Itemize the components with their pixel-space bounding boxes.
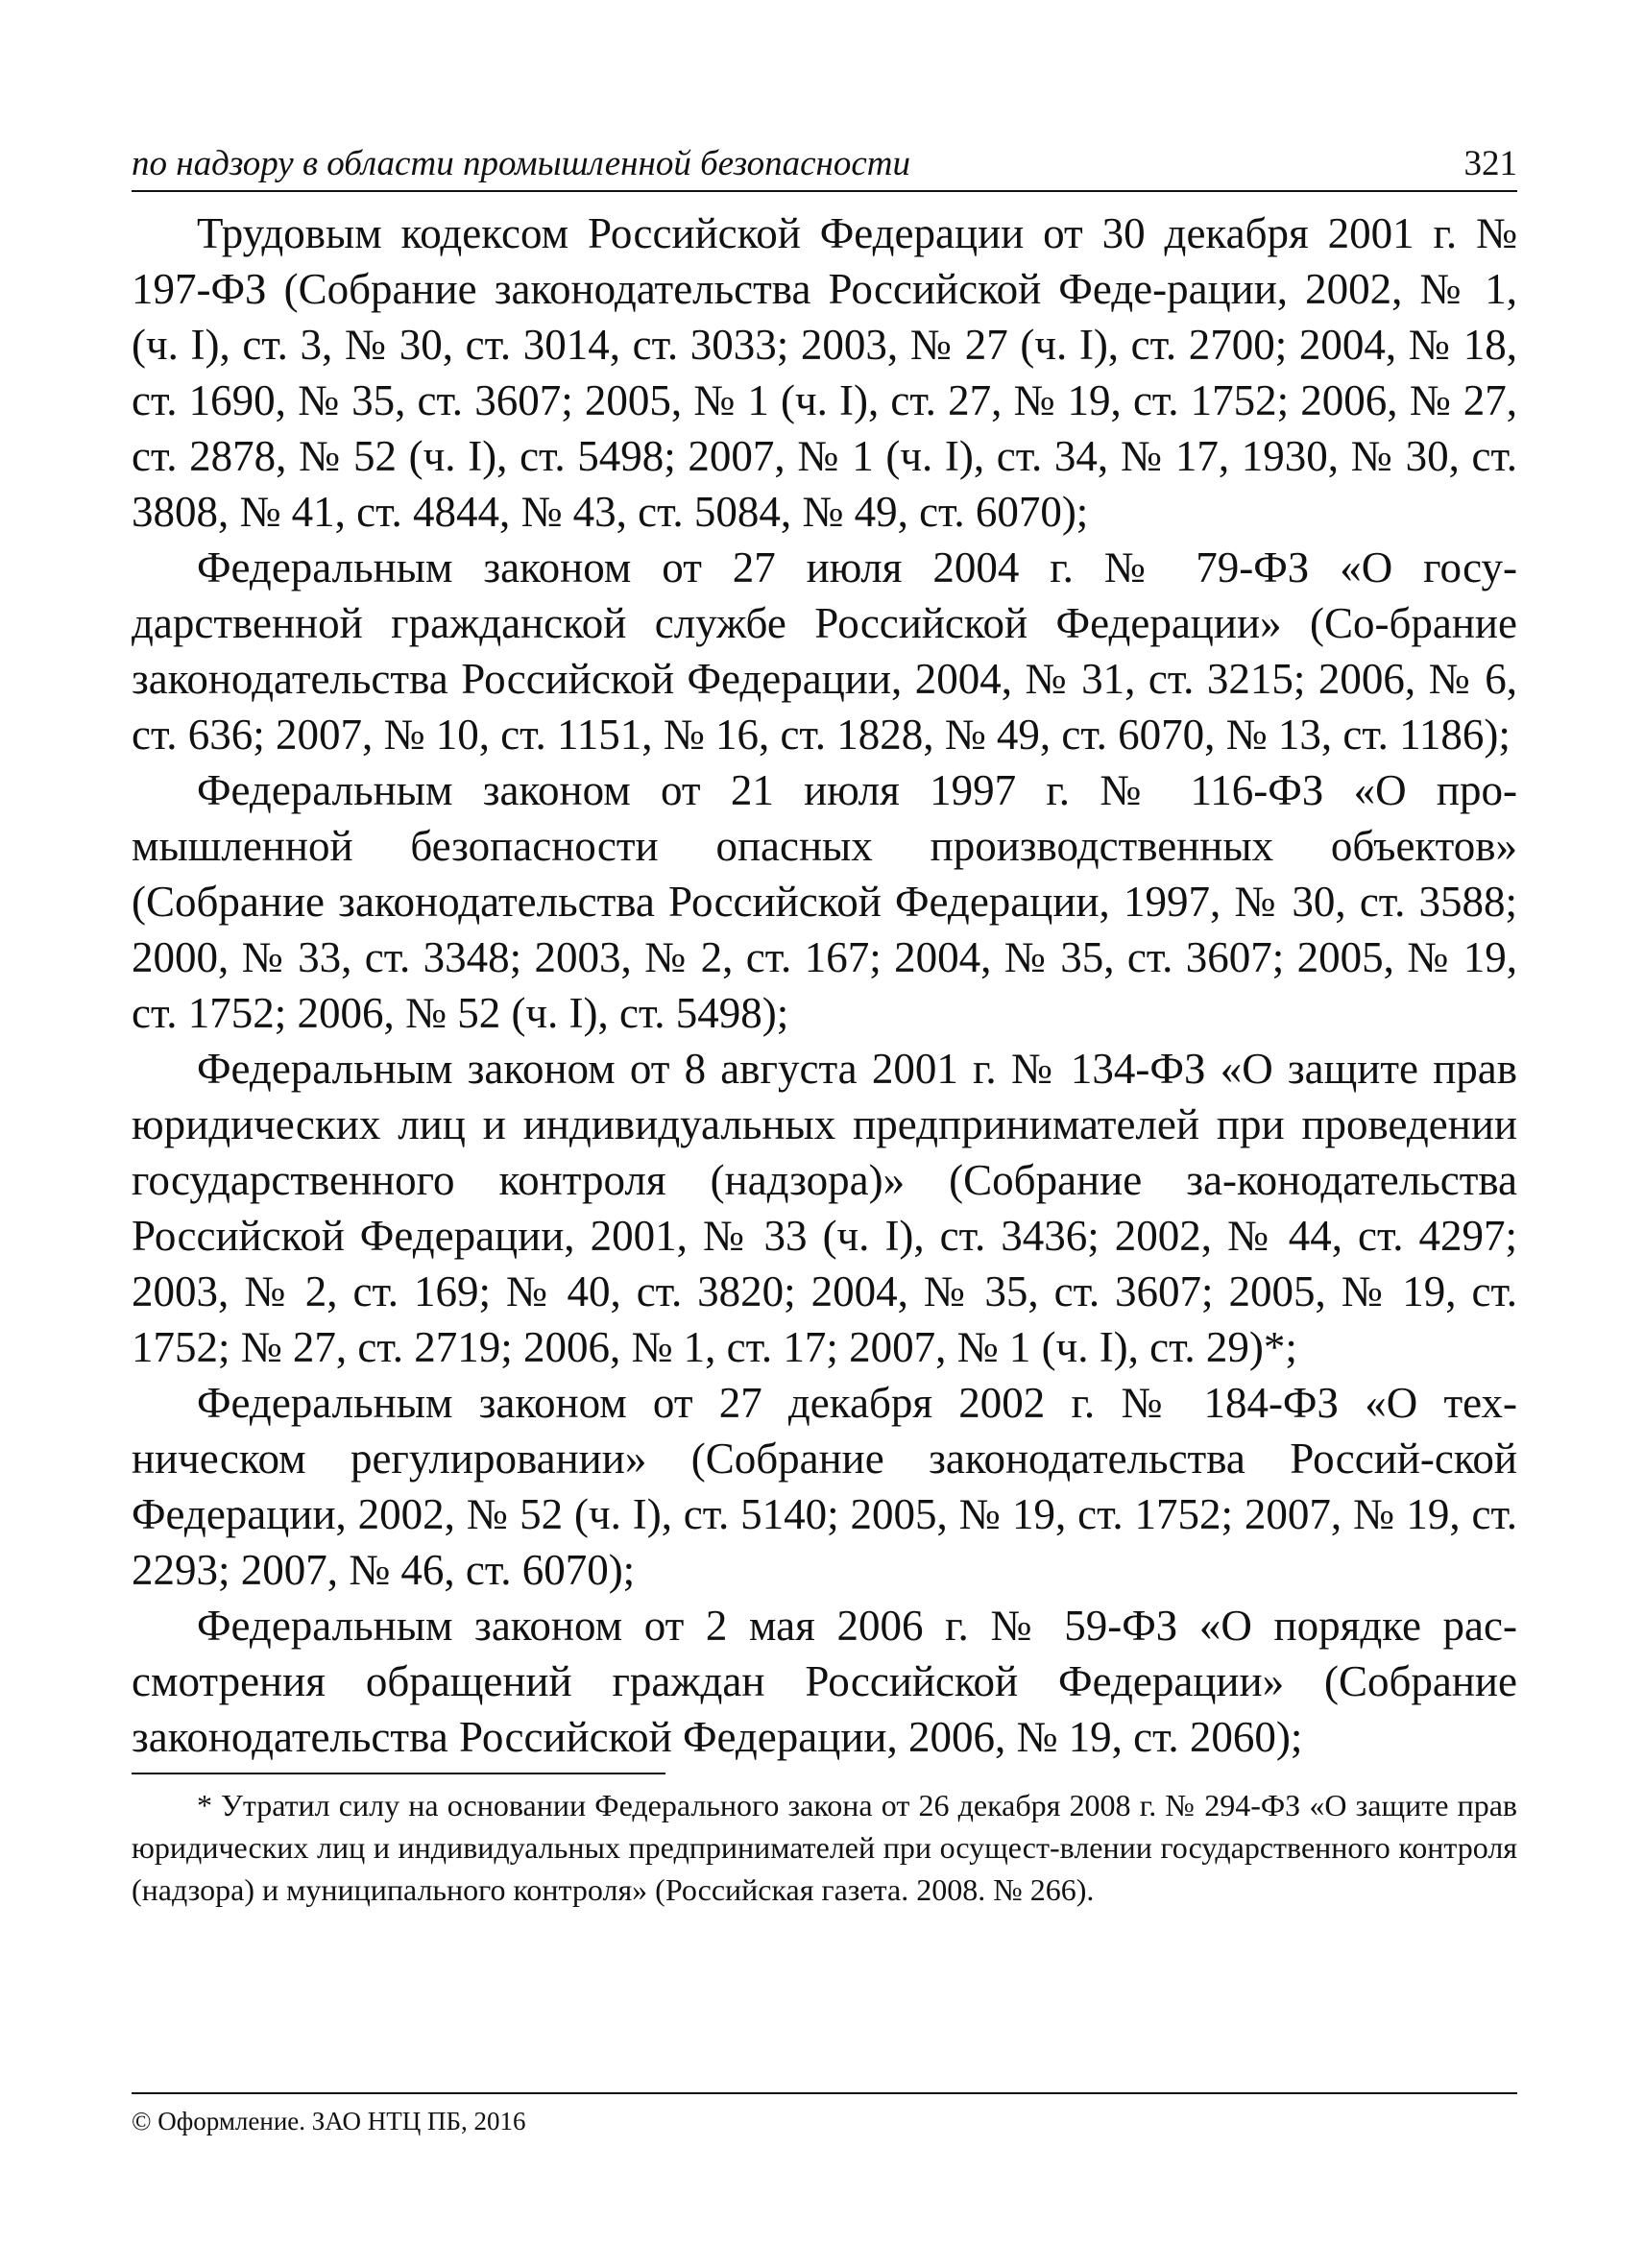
footnote-divider xyxy=(132,1773,665,1774)
running-header xyxy=(132,136,1517,192)
paragraph-technical-regulation-law: Федеральным законом от 27 декабря 2002 г. № 184-ФЗ «О тех-ническом регулировании» (Собрание законодательства Россий-ской Федерации, 2002, № 52 (ч. I), ст. 5140; 2005, № 19, ст. 1752; 2007, № 19, ст. 2293; 2007, № 46, ст. 6070); xyxy=(132,1379,1517,1594)
paragraph-legal-entities-protection-law: Федеральным законом от 8 августа 2001 г. № 134-ФЗ «О защите прав юридических лиц и индивидуальных предпринимателей при проведении государственного контроля (надзора)» (Собрание за-конодательства Российской Федерации, 2001, № 33 (ч. I), ст. 3436; 2002, № 44, ст. 4297; 2003, № 2, ст. 169; № 40, ст. 3820; 2004, № 35, ст. 3607; 2005, № 19, ст. 1752; № 27, ст. 2719; 2006, № 1, ст. 17; 2007, № 1 (ч. I), ст. 29)*; xyxy=(132,1045,1517,1371)
copyright-line: © Оформление. ЗАО НТЦ ПБ, 2016 xyxy=(132,2092,1517,2140)
body-text xyxy=(132,205,1517,1765)
page-number: 321 xyxy=(1463,144,1517,183)
footnote: * Утратил силу на основании Федерального закона от 26 декабря 2008 г. № 294-ФЗ «О защите прав юридических лиц и индивидуальных предпринимателей при осущест-влении государственного контроля (надзора) и муниципального контроля» (Российская газета. 2008. № 266). xyxy=(132,1788,1517,1907)
paragraph-citizen-appeals-law: Федеральным законом от 2 мая 2006 г. № 59-ФЗ «О порядке рас-смотрения обращений граждан Российской Федерации» (Собрание законодательства Российской Федерации, 2006, № 19, ст. 2060); xyxy=(132,1602,1517,1761)
paragraph-industrial-safety-law: Федеральным законом от 21 июля 1997 г. № 116-ФЗ «О про-мышленной безопасности опасных производственных объектов» (Собрание законодательства Российской Федерации, 1997, № 30, ст. 3588; 2000, № 33, ст. 3348; 2003, № 2, ст. 167; 2004, № 35, ст. 3607; 2005, № 19, ст. 1752; 2006, № 52 (ч. I), ст. 5498); xyxy=(132,766,1517,1037)
header-title: по надзору в области промышленной безопасности xyxy=(132,144,910,183)
document-page xyxy=(132,136,1517,2172)
paragraph-civil-service-law: Федеральным законом от 27 июля 2004 г. № 79-ФЗ «О госу-дарственной гражданской службе Российской Федерации» (Со-брание законодательства Российской Федерации, 2004, № 31, ст. 3215; 2006, № 6, ст. 636; 2007, № 10, ст. 1151, № 16, ст. 1828, № 49, ст. 6070, № 13, ст. 1186); xyxy=(132,543,1517,759)
paragraph-labor-code: Трудовым кодексом Российской Федерации от 30 декабря 2001 г. № 197-ФЗ (Собрание законодательства Российской Феде-рации, 2002, № 1, (ч. I), ст. 3, № 30, ст. 3014, ст. 3033; 2003, № 27 (ч. I), ст. 2700; 2004, № 18, ст. 1690, № 35, ст. 3607; 2005, № 1 (ч. I), ст. 27, № 19, ст. 1752; 2006, № 27, ст. 2878, № 52 (ч. I), ст. 5498; 2007, № 1 (ч. I), ст. 34, № 17, 1930, № 30, ст. 3808, № 41, ст. 4844, № 43, ст. 5084, № 49, ст. 6070); xyxy=(132,209,1517,536)
